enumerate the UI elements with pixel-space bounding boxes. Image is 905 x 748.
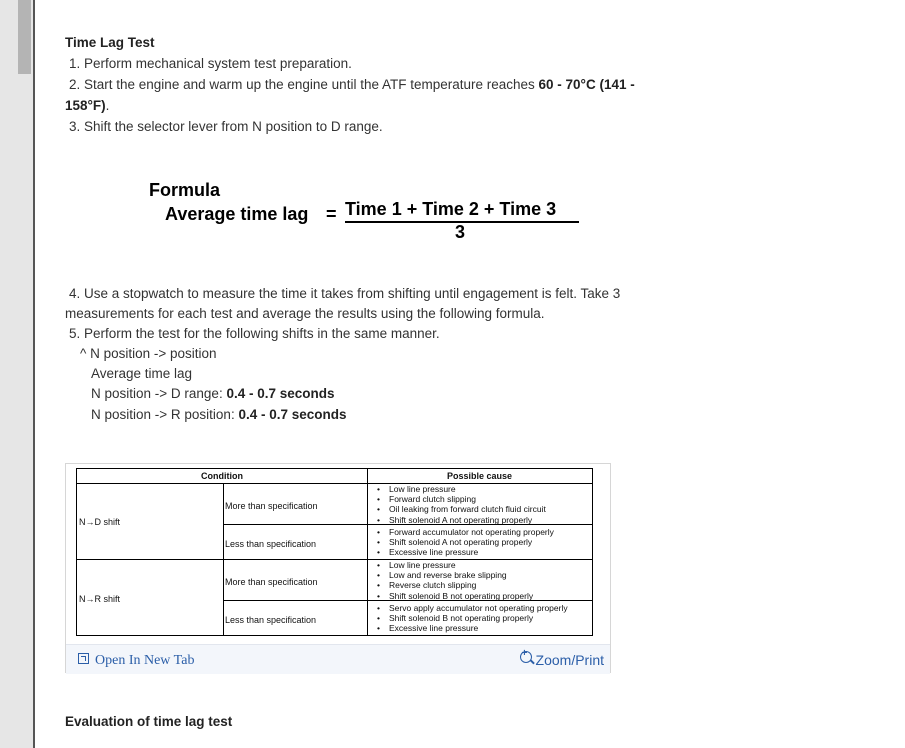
list-item: • Forward clutch slipping (373, 494, 546, 504)
step-2-temp-f: 158°F) (65, 98, 106, 113)
condition-n-r-more: More than specification (225, 577, 318, 587)
shift-n-r: N→R shift (79, 594, 121, 604)
step-2 (69, 77, 635, 92)
table-card (65, 463, 611, 673)
zoom-print-label: Zoom/Print (535, 652, 604, 668)
list-item: • Low line pressure (373, 560, 533, 570)
condition-n-d-less: Less than specification (225, 539, 317, 549)
header-cause: Possible cause (447, 471, 513, 481)
step-2-cont (65, 98, 109, 113)
list-item: • Shift solenoid B not operating properly (373, 613, 568, 623)
step-5: 5. Perform the test for the following shifts in the same manner. (69, 326, 440, 341)
causes-n-d-less (373, 527, 554, 558)
zoom-print-link[interactable] (520, 651, 604, 668)
evaluation-heading: Evaluation of time lag test (65, 714, 233, 729)
list-item: • Low and reverse brake slipping (373, 570, 533, 580)
list-item: • Oil leaking from forward clutch fluid circuit (373, 504, 546, 514)
sub-item-3-text: N position -> D range: (91, 386, 227, 401)
list-item: • Shift solenoid A not operating properly (373, 515, 546, 525)
open-in-new-tab-link[interactable] (78, 653, 194, 669)
causes-n-r-more (373, 560, 533, 601)
formula-image (149, 180, 589, 250)
left-gutter (0, 0, 35, 748)
formula-numerator: Time 1 + Time 2 + Time 3 (345, 199, 557, 219)
col-divider-cause (367, 469, 368, 635)
header-condition: Condition (201, 471, 243, 481)
table-card-footer (66, 644, 610, 674)
formula-equals: = (326, 204, 337, 224)
condition-n-d-more: More than specification (225, 501, 318, 511)
sub-item-4-value: 0.4 - 0.7 seconds (238, 407, 347, 422)
step-2-text: 2. Start the engine and warm up the engine until the ATF temperature reaches (69, 77, 539, 92)
list-item: • Servo apply accumulator not operating properly (373, 603, 568, 613)
list-item: • Shift solenoid A not operating properly (373, 537, 554, 547)
sub-item-4 (91, 407, 347, 422)
section-title: Time Lag Test (65, 35, 155, 50)
condition-n-r-less: Less than specification (225, 615, 317, 625)
scrollbar-thumb[interactable] (18, 0, 31, 74)
open-in-new-tab-label: Open In New Tab (95, 653, 195, 668)
list-item: • Low line pressure (373, 484, 546, 494)
formula-lhs: Average time lag (165, 204, 309, 224)
step-3: 3. Shift the selector lever from N position to D range. (69, 119, 383, 134)
step-2-period: . (105, 98, 110, 113)
shift-n-d: N→D shift (79, 517, 121, 527)
list-item: • Excessive line pressure (373, 547, 554, 557)
sub-item-3 (91, 386, 335, 401)
list-item: • Shift solenoid B not operating properly (373, 591, 533, 601)
step-4-line1: 4. Use a stopwatch to measure the time it takes from shifting until engagement is felt. Take 3 (69, 286, 621, 301)
external-link-icon (78, 653, 89, 664)
cause-table (76, 468, 593, 636)
sub-item-3-value: 0.4 - 0.7 seconds (226, 386, 335, 401)
sub-item-1: ^ N position -> position (80, 346, 217, 361)
sub-item-2: Average time lag (91, 366, 193, 381)
step-2-temp: 60 - 70°C (141 - (538, 77, 635, 92)
step-1: 1. Perform mechanical system test preparation. (69, 56, 352, 71)
list-item: • Forward accumulator not operating properly (373, 527, 554, 537)
step-4-line2: measurements for each test and average the results using the following formula. (65, 306, 545, 321)
formula-denominator: 3 (455, 222, 466, 242)
list-item: • Excessive line pressure (373, 623, 568, 633)
formula-heading: Formula (149, 180, 221, 200)
causes-n-r-less (373, 603, 568, 634)
causes-n-d-more (373, 484, 546, 525)
list-item: • Reverse clutch slipping (373, 580, 533, 590)
zoom-in-icon (520, 651, 532, 663)
sub-item-4-text: N position -> R position: (91, 407, 239, 422)
